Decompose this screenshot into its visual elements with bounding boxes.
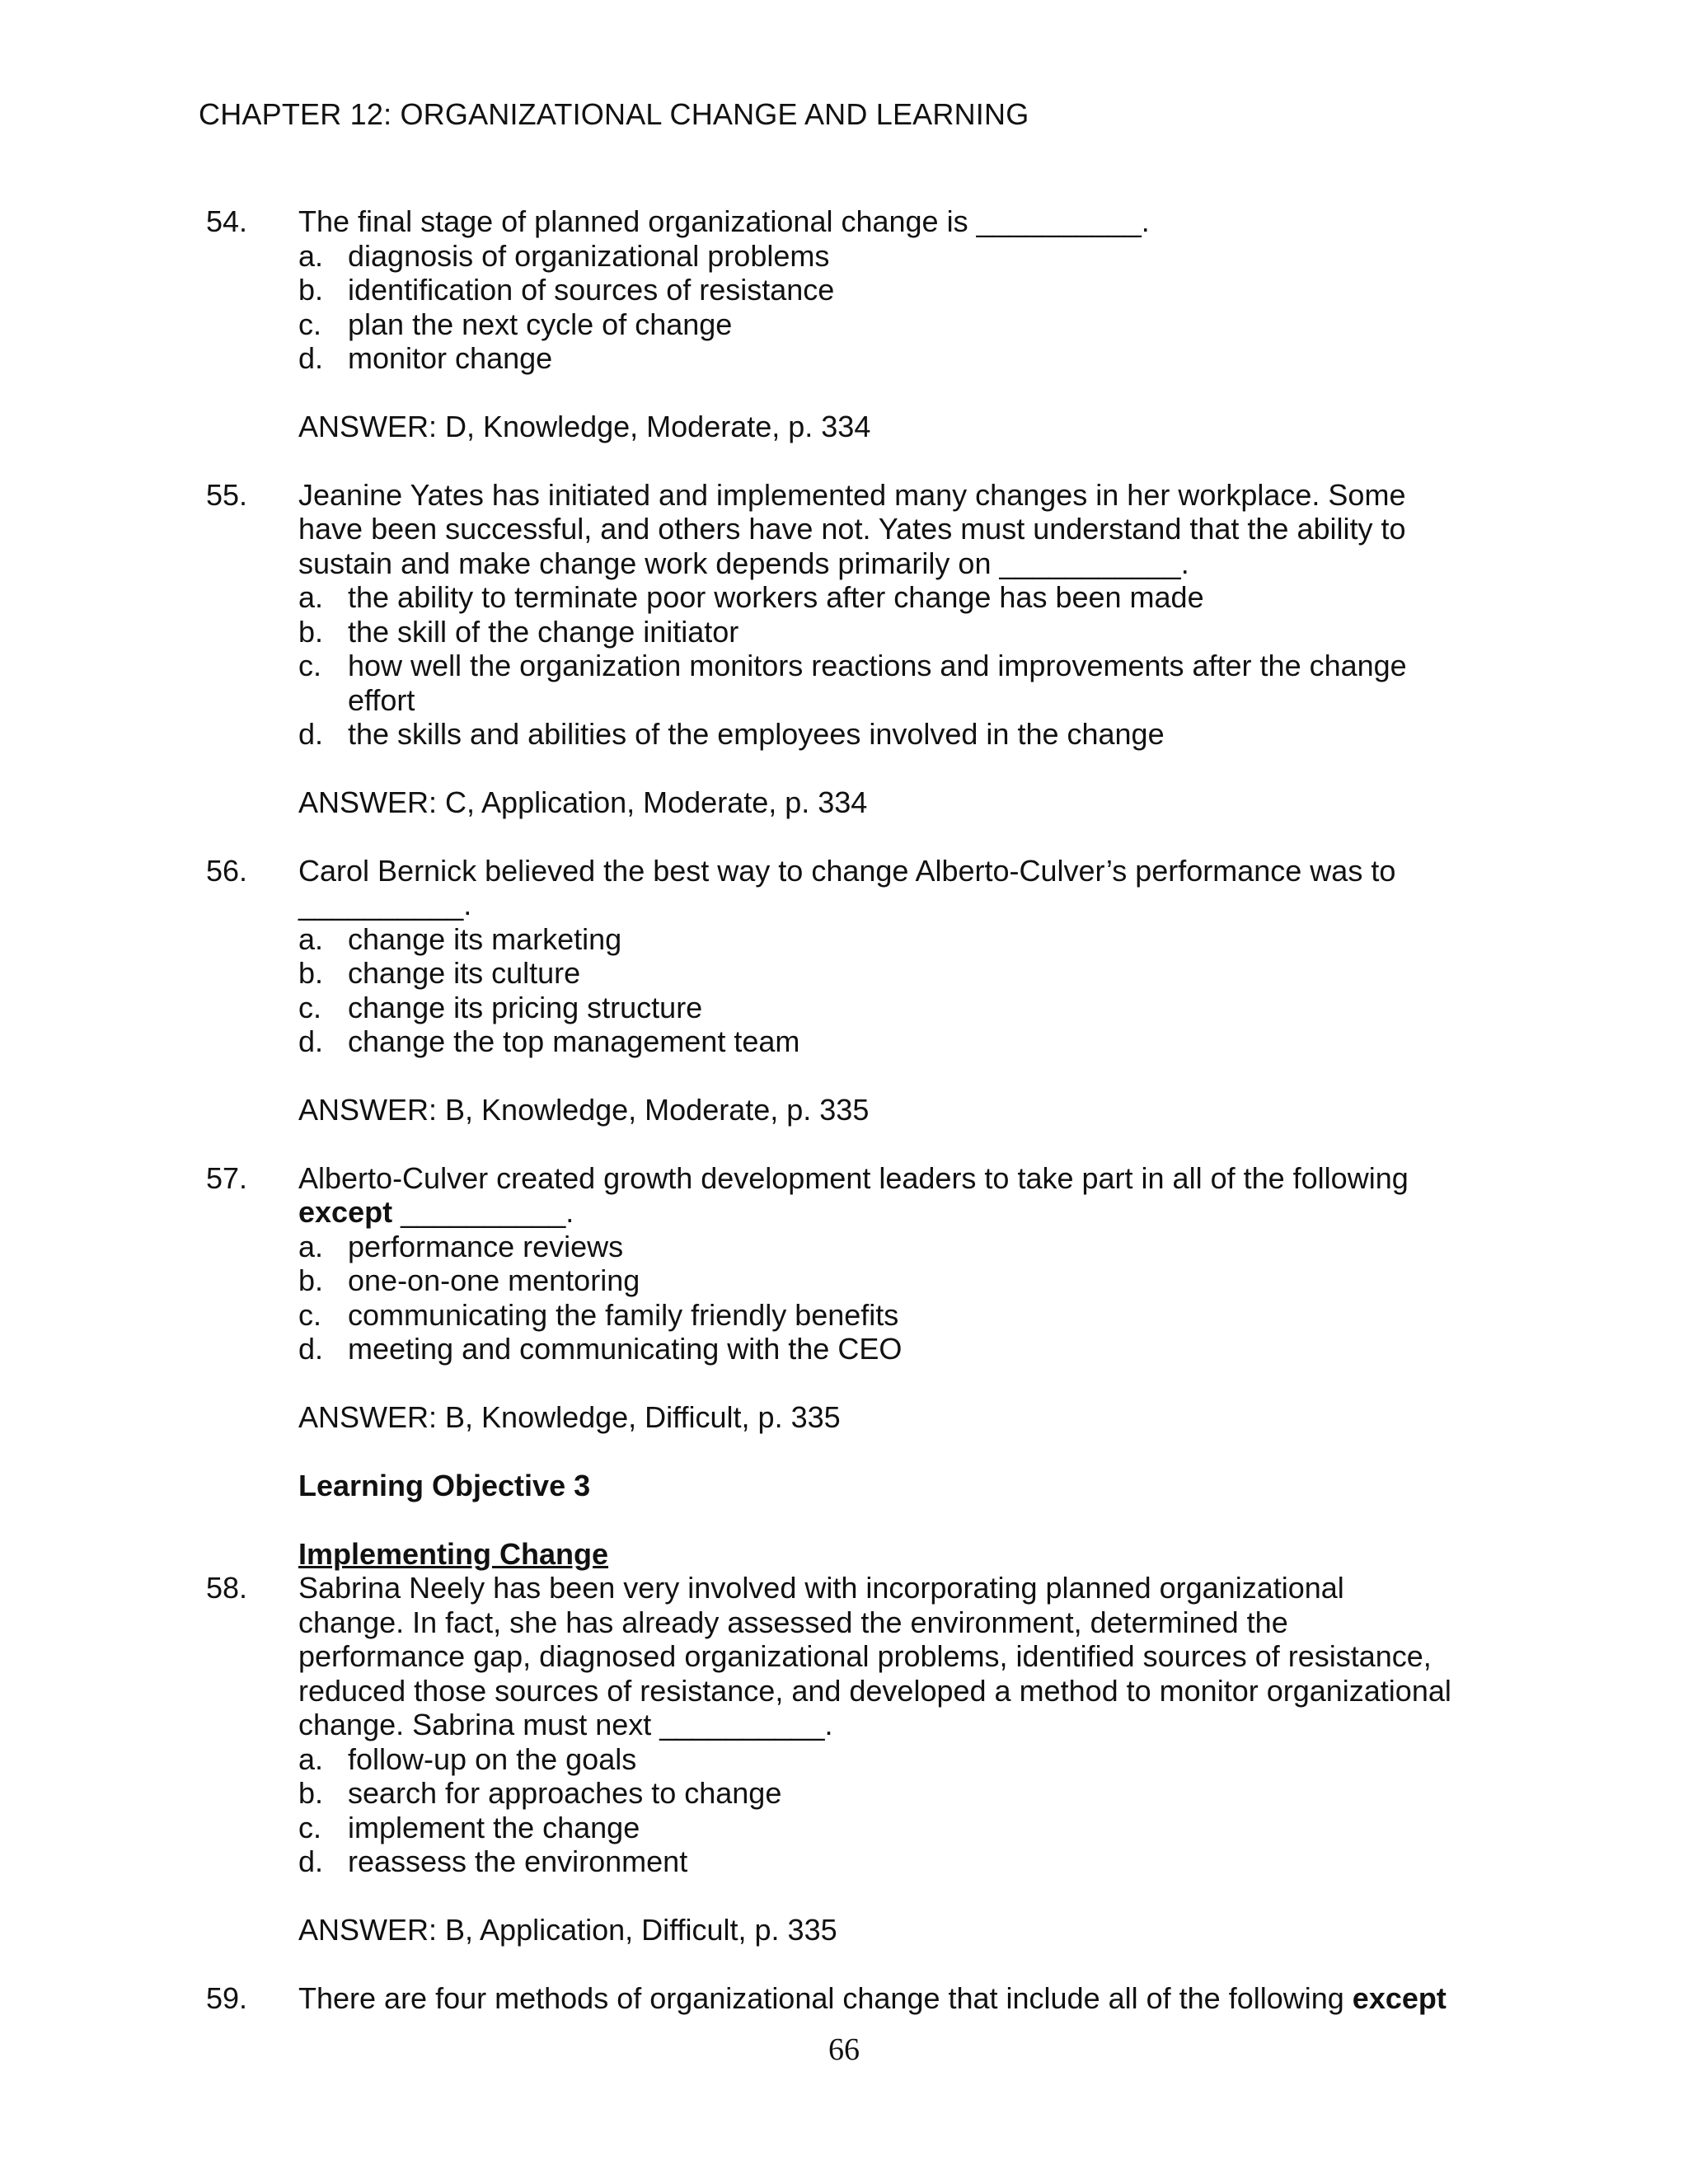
question-stem-line: sustain and make change work depends primarily on ___________. xyxy=(298,546,1189,580)
option-b: b. search for approaches to change xyxy=(298,1776,782,1810)
question-stem-line: Carol Bernick believed the best way to change Alberto-Culver’s performance was to xyxy=(298,854,1396,888)
option-c: c. how well the organization monitors reactions and improvements after the change xyxy=(298,649,1407,682)
option-b: b. the skill of the change initiator xyxy=(298,615,739,649)
learning-objective-heading: Learning Objective 3 xyxy=(298,1469,591,1502)
option-d: d. monitor change xyxy=(298,341,553,375)
option-c: c. implement the change xyxy=(298,1811,640,1844)
option-b: b. identification of sources of resistance xyxy=(298,273,835,307)
question-stem-line: performance gap, diagnosed organizational problems, identified sources of resistance, xyxy=(298,1639,1432,1673)
answer-line: ANSWER: C, Application, Moderate, p. 334 xyxy=(298,785,868,819)
option-a: a. change its marketing xyxy=(298,922,622,956)
answer-line: ANSWER: D, Knowledge, Moderate, p. 334 xyxy=(298,410,871,443)
chapter-header: CHAPTER 12: ORGANIZATIONAL CHANGE AND LEARNING xyxy=(199,97,1029,131)
option-a: a. follow-up on the goals xyxy=(298,1742,637,1776)
question-stem-line: change. In fact, she has already assessed the environment, determined the xyxy=(298,1605,1288,1639)
question-stem: The final stage of planned organizational change is __________. xyxy=(298,204,1150,238)
question-stem-line: have been successful, and others have not. Yates must understand that the ability to xyxy=(298,512,1406,546)
question-stem-line: There are four methods of organizational change that include all of the following except xyxy=(298,1981,1447,2015)
except-emphasis: except xyxy=(298,1195,393,1229)
option-d: d. meeting and communicating with the CEO xyxy=(298,1332,903,1366)
option-a: a. the ability to terminate poor workers after change has been made xyxy=(298,580,1204,614)
question-stem-line: change. Sabrina must next __________. xyxy=(298,1708,833,1741)
question-number: 58. xyxy=(206,1571,248,1605)
question-number: 55. xyxy=(206,478,248,512)
question-stem-line: Alberto-Culver created growth development leaders to take part in all of the following xyxy=(298,1161,1409,1195)
option-d: d. change the top management team xyxy=(298,1024,800,1058)
option-a: a. performance reviews xyxy=(298,1230,624,1263)
question-number: 59. xyxy=(206,1981,248,2015)
section-heading: Implementing Change xyxy=(298,1537,609,1571)
answer-line: ANSWER: B, Knowledge, Moderate, p. 335 xyxy=(298,1093,870,1127)
option-b: b. change its culture xyxy=(298,956,581,990)
option-c-continuation: effort xyxy=(348,683,415,717)
question-stem-line: Jeanine Yates has initiated and implemented many changes in her workplace. Some xyxy=(298,478,1406,512)
option-c: c. change its pricing structure xyxy=(298,991,703,1024)
question-number: 57. xyxy=(206,1161,248,1195)
question-stem-line: __________. xyxy=(298,888,472,921)
question-stem-line: Sabrina Neely has been very involved with incorporating planned organizational xyxy=(298,1571,1344,1605)
question-stem-line: reduced those sources of resistance, and developed a method to monitor organizational xyxy=(298,1674,1451,1708)
option-d: d. reassess the environment xyxy=(298,1844,688,1878)
question-number: 56. xyxy=(206,854,248,888)
option-d: d. the skills and abilities of the employees involved in the change xyxy=(298,717,1165,751)
answer-line: ANSWER: B, Application, Difficult, p. 335 xyxy=(298,1913,837,1947)
question-number: 54. xyxy=(206,204,248,238)
question-stem-line: except __________. xyxy=(298,1195,574,1229)
option-b: b. one-on-one mentoring xyxy=(298,1263,640,1297)
answer-line: ANSWER: B, Knowledge, Difficult, p. 335 xyxy=(298,1400,841,1434)
except-emphasis: except xyxy=(1352,1981,1447,2015)
option-a: a. diagnosis of organizational problems xyxy=(298,239,830,273)
option-c: c. plan the next cycle of change xyxy=(298,307,733,341)
option-c: c. communicating the family friendly benefits xyxy=(298,1298,899,1332)
page-number: 66 xyxy=(828,2032,860,2067)
